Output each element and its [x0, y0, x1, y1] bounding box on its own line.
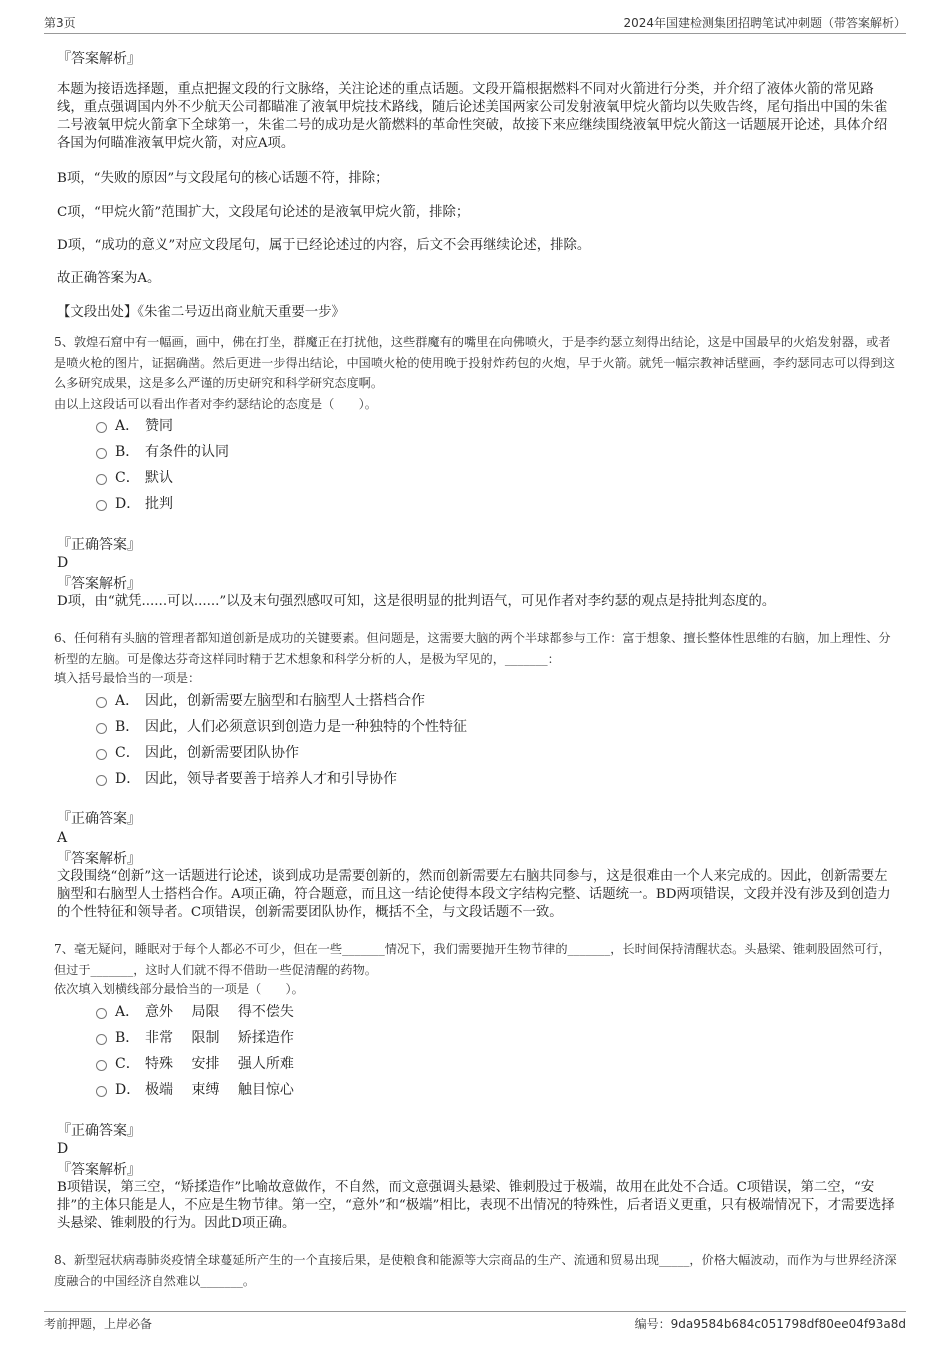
q5-option-c[interactable]: C． 默认 [96, 464, 696, 490]
q6-stem: 6、任何稍有头脑的管理者都知道创新是成功的关键要素。但问题是，这需要大脑的两个半球都参与工作：富于想象、擅长整体性思维的右脑，加上理性、分析型的左脑。可是像达芬奇这样同时精于艺术想象和科学分析的人，是极为罕见的，_______： [54, 631, 891, 666]
radio-icon[interactable] [96, 749, 107, 760]
radio-icon[interactable] [96, 723, 107, 734]
radio-icon[interactable] [96, 1086, 107, 1097]
q5-option-b[interactable]: B． 有条件的认同 [96, 438, 696, 464]
q8-stem: 8、新型冠状病毒肺炎疫情全球蔓延所产生的一个直接后果，是使粮食和能源等大宗商品的生产、流通和贸易出现_____，价格大幅波动，而作为与世界经济深度融合的中国经济自然难以_______。 [54, 1253, 897, 1288]
radio-icon[interactable] [96, 474, 107, 485]
footer-slogan: 考前押题，上岸必备 [44, 1317, 153, 1331]
q6-option-c[interactable]: C． 因此，创新需要团队协作 [96, 739, 696, 765]
q6-options [96, 687, 696, 791]
code-label: 编号： [634, 1317, 671, 1331]
page-header [44, 14, 906, 32]
q4-analysis-paragraph: 本题为接语选择题，重点把握文段的行文脉络，关注论述的重点话题。文段开篇根据燃料不同对火箭进行分类，并介绍了液体火箭的常见路线，重点强调国内外不少航天公司都瞄准了液氧甲烷技术路线，随后论述美国两家公司发射液氧甲烷火箭均以失败告终，尾句指出中国的朱雀二号液氧甲烷火箭拿下全球第一，朱雀二号的成功是火箭燃料的革命性突破，故接下来应继续围绕液氧甲烷火箭这一话题展开论述，具体介绍各国为何瞄准液氧甲烷火箭，对应A项。 [57, 82, 888, 151]
q5-answer-label: 『正确答案』 [57, 537, 141, 553]
q5-prompt: 由以上这段话可以看出作者对李约瑟结论的态度是（ ）。 [54, 397, 377, 411]
q4-analysis-c: C项，“甲烷火箭”范围扩大，文段尾句论述的是液氧甲烷火箭，排除； [57, 205, 470, 220]
q6-answer: A [57, 830, 68, 846]
q7-answer: D [57, 1141, 69, 1157]
header-divider [44, 33, 906, 34]
q5-option-d[interactable]: D． 批判 [96, 490, 696, 516]
q7-option-a[interactable]: A． 意外 局限 得不偿失 [96, 998, 696, 1024]
q4-analysis-b: B项，“失败的原因”与文段尾句的核心话题不符，排除； [57, 171, 389, 186]
radio-icon[interactable] [96, 1008, 107, 1019]
page-number: 第3页 [44, 16, 76, 30]
radio-icon[interactable] [96, 500, 107, 511]
q6-analysis: 文段围绕“创新”这一话题进行论述，谈到成功是需要创新的，然而创新需要左右脑共同参与，这是很难由一个人来完成的。因此，创新需要左脑型和右脑型人士搭档合作。A项正确，符合题意，而且这一结论使得本段文字结构完整、话题统一。BD两项错误，文段并没有涉及到创造力的个性特征和领导者。C项错误，创新需要团队协作，概括不全，与文段话题不一致。 [57, 869, 891, 920]
q7-analysis-label: 『答案解析』 [57, 1162, 141, 1178]
page-footer [44, 1315, 906, 1333]
radio-icon[interactable] [96, 422, 107, 433]
q4-analysis-d: D项，“成功的意义”对应文段尾句，属于已经论述过的内容，后文不会再继续论述，排除。 [57, 238, 591, 253]
radio-icon[interactable] [96, 448, 107, 459]
document-title: 2024年国建检测集团招聘笔试冲刺题（带答案解析） [623, 16, 906, 30]
q7-prompt: 依次填入划横线部分最恰当的一项是（ ）。 [54, 982, 304, 996]
q4-analysis-label: 『答案解析』 [57, 51, 141, 67]
q5-analysis: D项，由“就凭......可以......”以及末句强烈感叹可知，这是很明显的批判语气，可见作者对李约瑟的观点是持批判态度的。 [57, 594, 776, 609]
q7-analysis: B项错误，第三空，“矫揉造作”比喻故意做作，不自然，而文意强调头悬梁、锥刺股过于极端，故用在此处不合适。C项错误，第二空，“安排”的主体只能是人，不应是生物节律。第一空，“意外”和“极端”相比，表现不出情况的特殊性，后者语义更重，只有极端情况下，才需要选择头悬梁、锥刺股的行为。因此D项正确。 [57, 1180, 895, 1231]
q6-prompt: 填入括号最恰当的一项是： [54, 671, 201, 685]
q7-answer-label: 『正确答案』 [57, 1123, 141, 1139]
q5-options [96, 412, 696, 516]
q6-option-a[interactable]: A． 因此，创新需要左脑型和右脑型人士搭档合作 [96, 687, 696, 713]
code-value: 9da9584b684c051798df80ee04f93a8d [670, 1317, 906, 1331]
q5-analysis-label: 『答案解析』 [57, 576, 141, 592]
q4-conclusion: 故正确答案为A。 [57, 271, 161, 286]
q6-option-b[interactable]: B． 因此，人们必须意识到创造力是一种独特的个性特征 [96, 713, 696, 739]
radio-icon[interactable] [96, 775, 107, 786]
radio-icon[interactable] [96, 1060, 107, 1071]
q4-source: 【文段出处】《朱雀二号迈出商业航天重要一步》 [57, 305, 345, 320]
document-code [635, 1315, 906, 1332]
q5-answer: D [57, 555, 69, 571]
q5-stem: 5、敦煌石窟中有一幅画，画中，佛在打坐，群魔正在打扰他，这些群魔有的嘴里在向佛喷火，于是李约瑟立刻得出结论，这是中国最早的火焰发射器，或者是喷火枪的图片，证据确凿。然后更进一步得出结论，中国喷火枪的使用晚于投射炸药包的火炮，早于火箭。就凭一幅宗教神话壁画，李约瑟同志可以得到这么多研究成果，这是多么严谨的历史研究和科学研究态度啊。 [54, 335, 895, 390]
q7-option-d[interactable]: D． 极端 束缚 触目惊心 [96, 1076, 696, 1102]
q6-analysis-label: 『答案解析』 [57, 851, 141, 867]
q7-option-b[interactable]: B． 非常 限制 矫揉造作 [96, 1024, 696, 1050]
q5-option-a[interactable]: A． 赞同 [96, 412, 696, 438]
q6-option-d[interactable]: D． 因此，领导者要善于培养人才和引导协作 [96, 765, 696, 791]
radio-icon[interactable] [96, 697, 107, 708]
q7-option-c[interactable]: C． 特殊 安排 强人所难 [96, 1050, 696, 1076]
q7-options [96, 998, 696, 1102]
q7-stem: 7、毫无疑问，睡眠对于每个人都必不可少，但在一些_______情况下，我们需要抛开生物节律的_______，长时间保持清醒状态。头悬梁、锥刺股固然可行，但过于_______，这时人们就不得不借助一些促清醒的药物。 [54, 942, 891, 977]
q6-answer-label: 『正确答案』 [57, 811, 141, 827]
footer-divider [44, 1311, 906, 1312]
radio-icon[interactable] [96, 1034, 107, 1045]
